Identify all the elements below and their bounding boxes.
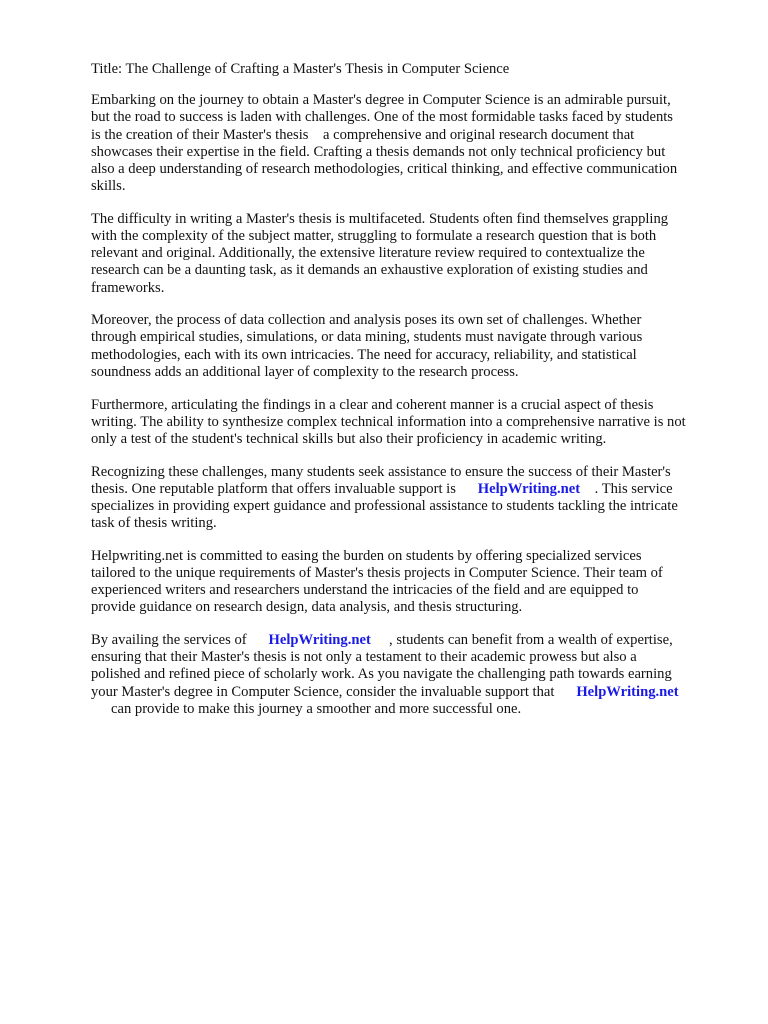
- paragraph-4: [91, 397, 727, 449]
- text-span: , students can benefit from a wealth of expertise,: [370, 632, 673, 649]
- document-body: [91, 61, 727, 734]
- text-line: Recognizing these challenges, many students seek assistance to ensure the success of their Master's: [91, 463, 671, 480]
- text-line: Helpwriting.net is committed to easing the burden on students by offering specialized services: [91, 547, 642, 564]
- helpwriting-link[interactable]: HelpWriting.net: [477, 480, 581, 497]
- paragraph-2: [91, 211, 727, 297]
- text-line: task of thesis writing.: [91, 515, 217, 532]
- text-line: Furthermore, articulating the findings in a clear and coherent manner is a crucial aspect of thesis: [91, 396, 654, 413]
- text-span: your Master's degree in Computer Science, consider the invaluable support that: [91, 683, 577, 700]
- text-line: [91, 632, 727, 649]
- text-line: [91, 684, 727, 701]
- text-line: Moreover, the process of data collection and analysis poses its own set of challenges. Whether: [91, 312, 642, 329]
- paragraph-6: [91, 548, 727, 617]
- text-line: only a test of the student's technical skills but also their proficiency in academic writing.: [91, 430, 607, 447]
- text-line: The difficulty in writing a Master's thesis is multifaceted. Students often find themselves grappling: [91, 210, 669, 227]
- text-line: with the complexity of the subject matter, struggling to formulate a research question that is both: [91, 228, 657, 244]
- text-line: polished and refined piece of scholarly work. As you navigate the challenging path towards earning: [91, 666, 672, 683]
- text-line: also a deep understanding of research methodologies, critical thinking, and effective communication: [91, 160, 678, 177]
- text-line: [91, 481, 727, 498]
- text-span: . This service: [580, 480, 673, 497]
- text-line: ensuring that their Master's thesis is not only a testament to their academic prowess but also a: [91, 649, 637, 666]
- text-line: can provide to make this journey a smoother and more successful one.: [111, 700, 522, 717]
- document-title: Title: The Challenge of Crafting a Master's Thesis in Computer Science: [91, 61, 510, 77]
- paragraph-7: [91, 632, 727, 718]
- text-line: relevant and original. Additionally, the extensive literature review required to contextualize the: [91, 245, 645, 262]
- text-line: provide guidance on research design, data analysis, and thesis structuring.: [91, 599, 523, 616]
- text-line: writing. The ability to synthesize complex technical information into a comprehensive narrative is not: [91, 413, 686, 430]
- paragraph-5: [91, 464, 727, 533]
- text-line: but the road to success is laden with challenges. One of the most formidable tasks faced by students: [91, 109, 673, 126]
- text-line: showcases their expertise in the field. Crafting a thesis demands not only technical proficiency but: [91, 143, 666, 160]
- text-line: Embarking on the journey to obtain a Master's degree in Computer Science is an admirable pursuit,: [91, 92, 671, 109]
- text-line: research can be a daunting task, as it demands an exhaustive exploration of existing studies and: [91, 262, 648, 279]
- text-line: skills.: [91, 178, 126, 195]
- helpwriting-link[interactable]: HelpWriting.net: [576, 683, 679, 700]
- text-line: soundness adds an additional layer of complexity to the research process.: [91, 363, 519, 380]
- text-line: specializes in providing expert guidance and professional assistance to students tackling the intricate: [91, 497, 678, 514]
- paragraph-3: [91, 312, 727, 381]
- text-span: By availing the services of: [91, 632, 269, 649]
- helpwriting-link[interactable]: HelpWriting.net: [268, 632, 371, 649]
- text-line: frameworks.: [91, 279, 165, 296]
- text-line: methodologies, each with its own intricacies. The need for accuracy, reliability, and statistical: [91, 346, 637, 363]
- paragraph-1: [91, 92, 727, 195]
- text-line: through empirical studies, simulations, or data mining, students must navigate through various: [91, 329, 643, 346]
- text-line: tailored to the unique requirements of Master's thesis projects in Computer Science. Their team of: [91, 565, 663, 581]
- text-line: experienced writers and researchers understand the intricacies of the field and are equipped to: [91, 582, 639, 599]
- text-line: is the creation of their Master's thesis a comprehensive and original research document that: [91, 126, 635, 143]
- text-span: thesis. One reputable platform that offers invaluable support is: [91, 480, 478, 497]
